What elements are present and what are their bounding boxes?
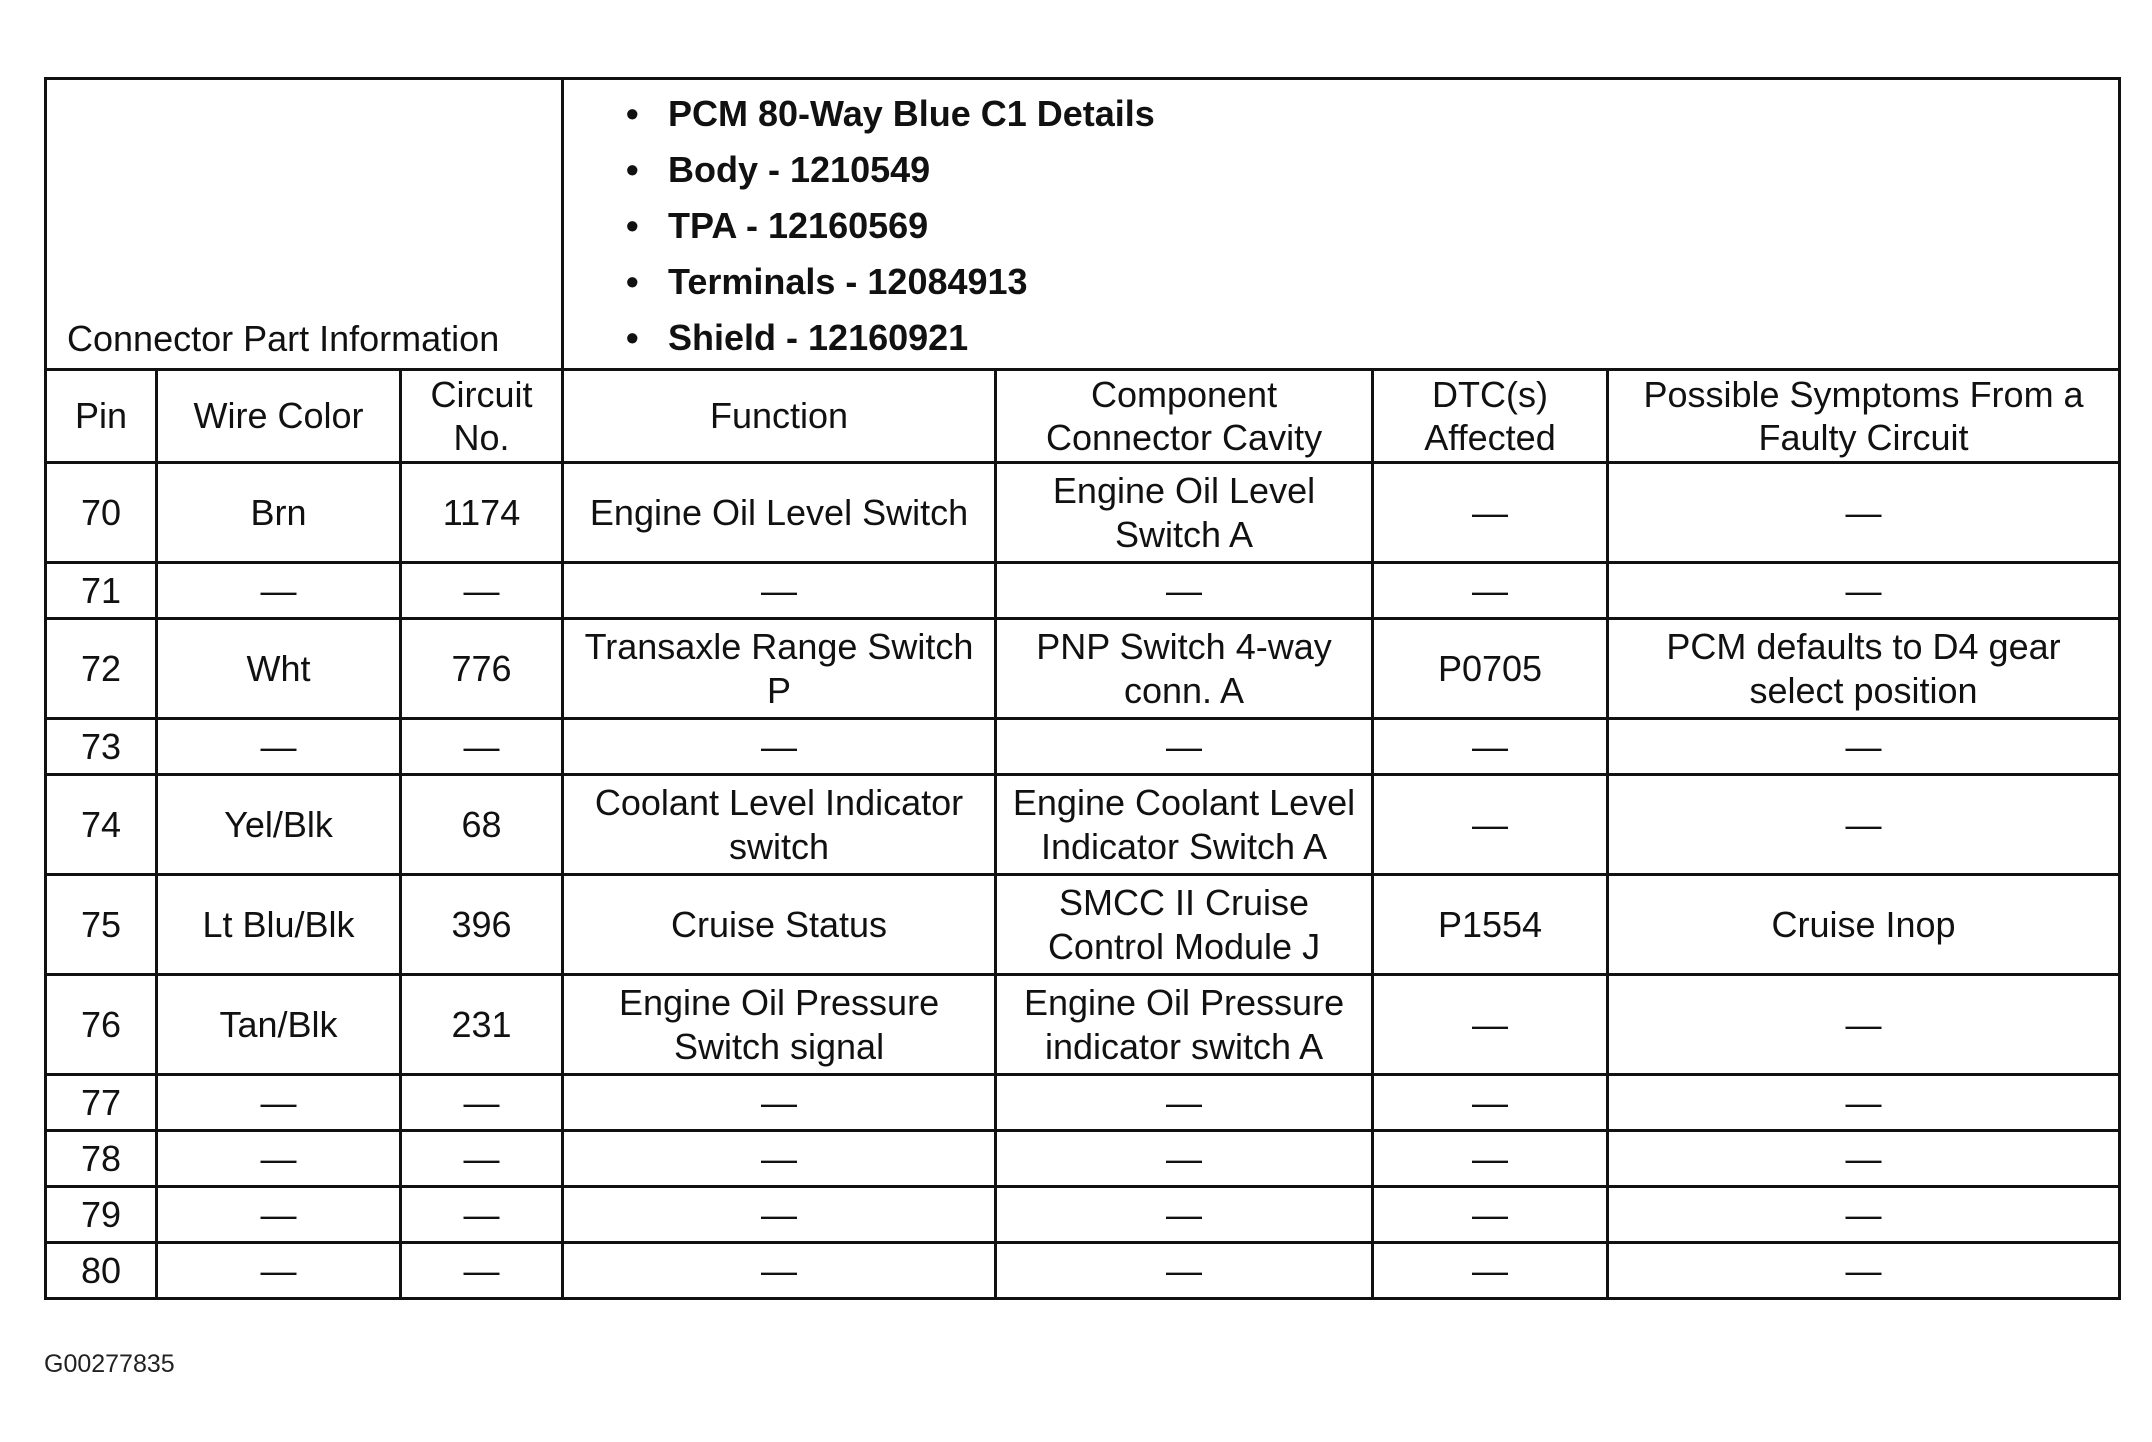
- header-component-cavity: Component Connector Cavity: [996, 370, 1373, 463]
- component-cavity-cell: Engine Oil Level Switch A: [996, 463, 1373, 563]
- function-cell: —: [563, 1243, 996, 1299]
- wire-color-cell: Tan/Blk: [157, 975, 401, 1075]
- pin-cell: 79: [46, 1187, 157, 1243]
- connector-info-list: [563, 79, 2120, 370]
- symptoms-cell: —: [1608, 775, 2120, 875]
- header-symptoms: Possible Symptoms From a Faulty Circuit: [1608, 370, 2120, 463]
- function-cell: Cruise Status: [563, 875, 996, 975]
- component-cavity-cell: —: [996, 1187, 1373, 1243]
- symptoms-cell: —: [1608, 1131, 2120, 1187]
- pin-cell: 78: [46, 1131, 157, 1187]
- figure-id: G00277835: [44, 1350, 175, 1378]
- function-cell: Transaxle Range Switch P: [563, 619, 996, 719]
- connector-info-item: • PCM 80-Way Blue C1 Details: [626, 86, 2118, 142]
- circuit-no-cell: 1174: [401, 463, 563, 563]
- circuit-no-cell: 231: [401, 975, 563, 1075]
- dtc-cell: —: [1373, 1187, 1608, 1243]
- circuit-no-cell: —: [401, 1187, 563, 1243]
- symptoms-cell: Cruise Inop: [1608, 875, 2120, 975]
- component-cavity-cell: SMCC II Cruise Control Module J: [996, 875, 1373, 975]
- component-cavity-cell: —: [996, 1131, 1373, 1187]
- table-row: [46, 775, 2120, 875]
- symptoms-cell: —: [1608, 975, 2120, 1075]
- component-cavity-cell: PNP Switch 4-way conn. A: [996, 619, 1373, 719]
- function-cell: —: [563, 1131, 996, 1187]
- pin-cell: 73: [46, 719, 157, 775]
- circuit-no-cell: —: [401, 1243, 563, 1299]
- table-row: [46, 1187, 2120, 1243]
- symptoms-cell: PCM defaults to D4 gear select position: [1608, 619, 2120, 719]
- bullet-icon: •: [626, 93, 639, 134]
- circuit-no-cell: —: [401, 563, 563, 619]
- wire-color-cell: Lt Blu/Blk: [157, 875, 401, 975]
- table-row: [46, 1075, 2120, 1131]
- wire-color-cell: —: [157, 1075, 401, 1131]
- pin-cell: 72: [46, 619, 157, 719]
- dtc-cell: —: [1373, 1131, 1608, 1187]
- pin-cell: 77: [46, 1075, 157, 1131]
- dtc-cell: —: [1373, 463, 1608, 563]
- dtc-cell: P0705: [1373, 619, 1608, 719]
- connector-info-label: Connector Part Information: [46, 79, 563, 370]
- wire-color-cell: —: [157, 1131, 401, 1187]
- pin-cell: 80: [46, 1243, 157, 1299]
- bullet-icon: •: [626, 317, 639, 358]
- connector-table-container: [44, 77, 2118, 1300]
- function-cell: —: [563, 719, 996, 775]
- header-wire-color: Wire Color: [157, 370, 401, 463]
- component-cavity-cell: —: [996, 1243, 1373, 1299]
- dtc-cell: —: [1373, 1243, 1608, 1299]
- table-row: [46, 563, 2120, 619]
- symptoms-cell: —: [1608, 563, 2120, 619]
- component-cavity-cell: —: [996, 1075, 1373, 1131]
- circuit-no-cell: —: [401, 1075, 563, 1131]
- function-cell: Engine Oil Pressure Switch signal: [563, 975, 996, 1075]
- component-cavity-cell: Engine Oil Pressure indicator switch A: [996, 975, 1373, 1075]
- circuit-no-cell: 776: [401, 619, 563, 719]
- symptoms-cell: —: [1608, 1243, 2120, 1299]
- circuit-no-cell: 68: [401, 775, 563, 875]
- dtc-cell: —: [1373, 719, 1608, 775]
- component-cavity-cell: Engine Coolant Level Indicator Switch A: [996, 775, 1373, 875]
- wire-color-cell: —: [157, 1187, 401, 1243]
- symptoms-cell: —: [1608, 719, 2120, 775]
- table-row: [46, 1131, 2120, 1187]
- pin-cell: 76: [46, 975, 157, 1075]
- bullet-icon: •: [626, 149, 639, 190]
- table-row: [46, 1243, 2120, 1299]
- symptoms-cell: —: [1608, 1075, 2120, 1131]
- symptoms-cell: —: [1608, 463, 2120, 563]
- connector-info-item: • TPA - 12160569: [626, 198, 2118, 254]
- circuit-no-cell: 396: [401, 875, 563, 975]
- bullet-icon: •: [626, 261, 639, 302]
- table-row: [46, 975, 2120, 1075]
- table-row: [46, 463, 2120, 563]
- header-circuit-no: Circuit No.: [401, 370, 563, 463]
- table-row: [46, 619, 2120, 719]
- pin-cell: 71: [46, 563, 157, 619]
- table-row: [46, 719, 2120, 775]
- wire-color-cell: Wht: [157, 619, 401, 719]
- dtc-cell: P1554: [1373, 875, 1608, 975]
- column-header-row: [46, 370, 2120, 463]
- dtc-cell: —: [1373, 1075, 1608, 1131]
- wire-color-cell: —: [157, 1243, 401, 1299]
- dtc-cell: —: [1373, 563, 1608, 619]
- function-cell: —: [563, 1187, 996, 1243]
- header-pin: Pin: [46, 370, 157, 463]
- wire-color-cell: Yel/Blk: [157, 775, 401, 875]
- pin-cell: 75: [46, 875, 157, 975]
- dtc-cell: —: [1373, 775, 1608, 875]
- connector-info-row: [46, 79, 2120, 370]
- connector-info-item: • Body - 1210549: [626, 142, 2118, 198]
- connector-info-item: • Shield - 12160921: [626, 310, 2118, 366]
- dtc-cell: —: [1373, 975, 1608, 1075]
- header-function: Function: [563, 370, 996, 463]
- table-row: [46, 875, 2120, 975]
- pin-cell: 70: [46, 463, 157, 563]
- wire-color-cell: Brn: [157, 463, 401, 563]
- wire-color-cell: —: [157, 719, 401, 775]
- function-cell: Coolant Level Indicator switch: [563, 775, 996, 875]
- function-cell: —: [563, 1075, 996, 1131]
- wire-color-cell: —: [157, 563, 401, 619]
- function-cell: Engine Oil Level Switch: [563, 463, 996, 563]
- pin-cell: 74: [46, 775, 157, 875]
- header-dtc: DTC(s) Affected: [1373, 370, 1608, 463]
- circuit-no-cell: —: [401, 1131, 563, 1187]
- pinout-table: [44, 77, 2121, 1300]
- component-cavity-cell: —: [996, 719, 1373, 775]
- connector-info-item: • Terminals - 12084913: [626, 254, 2118, 310]
- symptoms-cell: —: [1608, 1187, 2120, 1243]
- circuit-no-cell: —: [401, 719, 563, 775]
- bullet-icon: •: [626, 205, 639, 246]
- component-cavity-cell: —: [996, 563, 1373, 619]
- function-cell: —: [563, 563, 996, 619]
